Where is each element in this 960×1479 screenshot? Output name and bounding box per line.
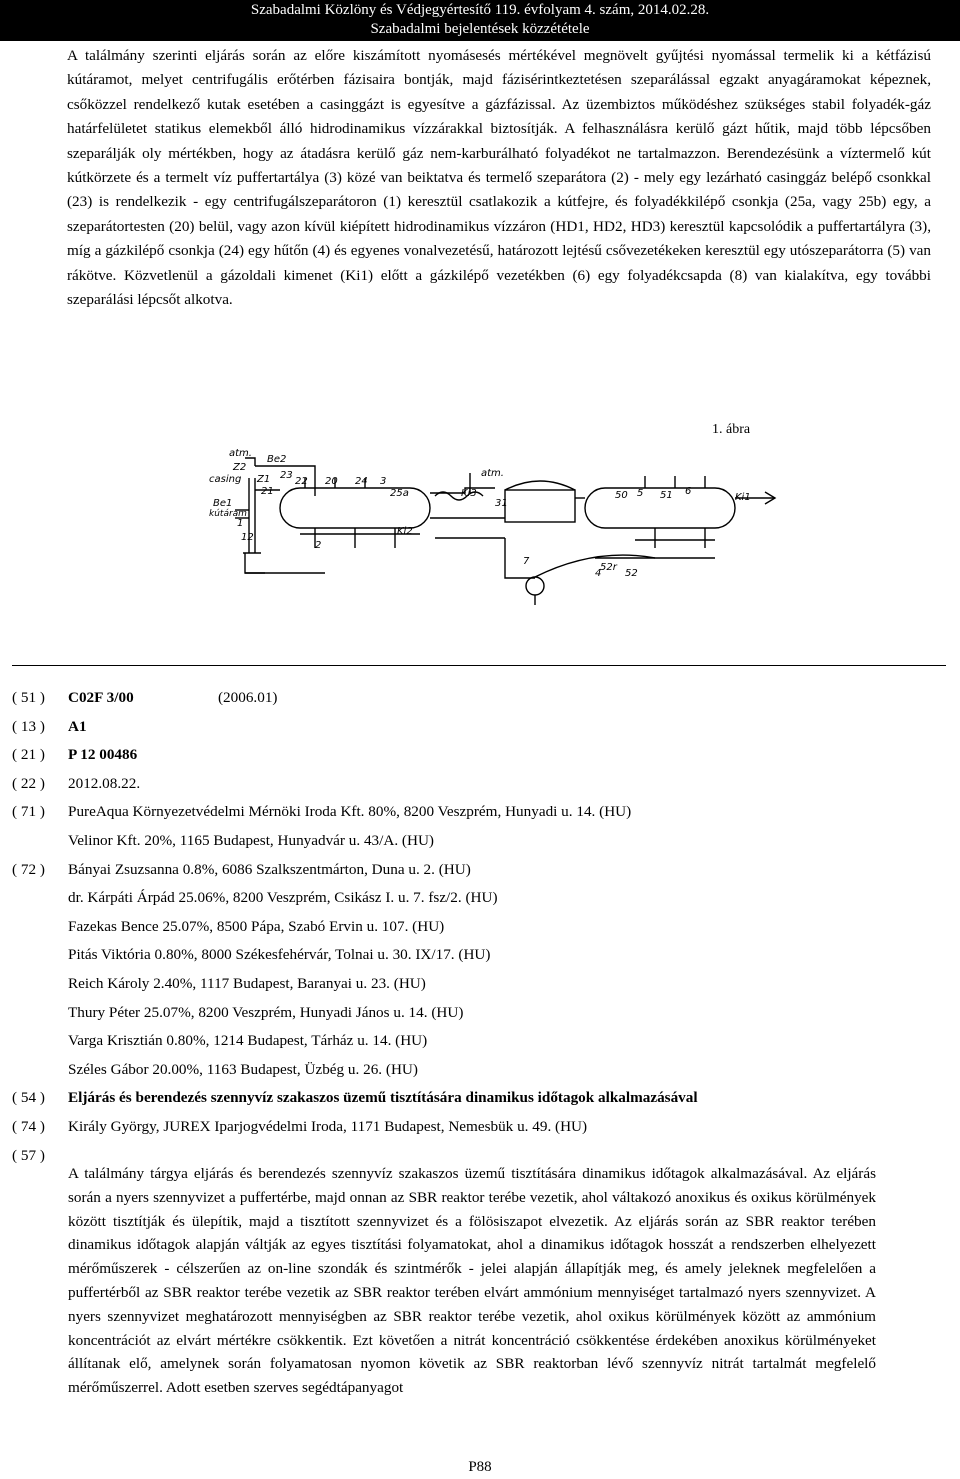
- journal-title: Szabadalmi Közlöny és Védjegyértesítő 119. évfolyam 4. szám, 2014.02.28.: [250, 2, 710, 18]
- figure-label-6: 6: [685, 486, 692, 497]
- patent-title: Eljárás és berendezés szennyvíz szakaszos üzemű tisztítására dinamikus időtagok alkalmazásával: [68, 1089, 698, 1107]
- field-22: [12, 770, 946, 799]
- page-number: P88: [468, 1459, 492, 1475]
- application-number: P 12 00486: [68, 746, 138, 764]
- figure-label-51: 51: [660, 490, 673, 501]
- inventor: Reich Károly 2.40%, 1117 Budapest, Baranyai u. 23. (HU): [68, 974, 426, 992]
- patent-figure: [205, 448, 785, 613]
- inid-code-54: ( 54 ): [12, 1089, 45, 1107]
- applicant: PureAqua Környezetvédelmi Mérnöki Iroda Kft. 80%, 8200 Veszprém, Hunyadi u. 14. (HU): [68, 803, 632, 821]
- figure-label-ki1: Ki1: [735, 492, 751, 503]
- figure-label-ki2: Ki2: [397, 526, 413, 537]
- figure-label-20: 20: [325, 476, 338, 487]
- figure-label-7: 7: [523, 556, 530, 567]
- figure-label-be2: Be2: [267, 454, 287, 465]
- inventor: Széles Gábor 20.00%, 1163 Budapest, Üzbég u. 26. (HU): [68, 1060, 418, 1078]
- figure-label-be1: Be1: [213, 498, 233, 509]
- inventor: Thury Péter 25.07%, 8200 Veszprém, Hunyadi János u. 14. (HU): [68, 1003, 464, 1021]
- section-title: Szabadalmi bejelentések közzététele: [370, 21, 590, 37]
- journal-header: [0, 0, 960, 41]
- inventor: Varga Krisztián 0.80%, 1214 Budapest, Tárház u. 14. (HU): [68, 1032, 428, 1050]
- kind-code: A1: [68, 717, 87, 735]
- previous-abstract-continuation: [67, 44, 931, 312]
- figure-label-2: 2: [315, 540, 322, 551]
- figure-label-23: 23: [280, 470, 293, 481]
- inventor: Fazekas Bence 25.07%, 8500 Pápa, Szabó Ervin u. 107. (HU): [68, 917, 445, 935]
- figure-label-z2: Z2: [233, 462, 247, 473]
- figure-label-4: 4: [595, 568, 602, 579]
- figure-label-25a: 25a: [390, 488, 409, 499]
- intro-paragraph: A találmány szerinti eljárás során az előre kiszámított nyomásesés mértékével megnövelt gyűjtési nyomással termelik ki a kétfázisú kútáramot, melyet centrifugális erőtérben fázisaira bontják, majd fázisérintkeztetésen szeparálással egzakt anyagáramokat képeznek, csőközzel rendelkező kutak esetében a casinggázt is egyesítve a gázfázissal. Az üzembiztos működéshez szükséges stabil folyadék-gáz határfelületet statikus elemekből álló hidrodinamikus vízzárakkal biztosítják. A felhasználásra kerülő gázt hűtik, majd több lépcsőben szeparálják oly mértékben, hogy az átadásra kerülő gáz nem-karburálható folyadékot ne tartalmazzon. Berendezésünk a víztermelő kút kútkörzete és a termelt víz puffertartálya (3) közé van beiktatva és termelő szeparátora (2) - mely egy lezárható casinggáz belépő csonkkal (23) is rendelkezik - egy centrifugálszeparátoron (1) keresztül csatlakozik a kútfejre, és folyadékkilépő csonkja (25a, vagy 25b) egy, a szeparátortesten (20) belül, vagy azon kívül kiépített hidrodinamikus vízzáron (HD1, HD2, HD3) keresztül kapcsolódik a puffertartályra (3), míg a gázkilépő csonkja (24) egy hűtőn (4) és egyenes vonalvezetésű, határozott lejtésű csővezetékeken keresztül egy utószeparátorra (5) van rákötve. Közvetlenül a gázoldali kimenet (Ki1) előtt a gázkilépő vezetékben (6) egy folyadékcsapda (8) van kialakítva, egy további szeparálási lépcsőt alkotva.: [67, 47, 931, 309]
- figure-label-5: 5: [637, 488, 644, 499]
- field-21: [12, 741, 946, 770]
- figure-label-31: 31: [495, 498, 508, 509]
- inid-code-51: ( 51 ): [12, 689, 45, 706]
- inid-code-71: ( 71 ): [12, 803, 45, 821]
- figure-label-24: 24: [355, 476, 368, 487]
- inid-code-72: ( 72 ): [12, 860, 45, 878]
- figure-label-atm1: atm.: [229, 448, 252, 459]
- bibliographic-data: [12, 684, 946, 1170]
- inventor: Bányai Zsuzsanna 0.8%, 6086 Szalkszentmárton, Duna u. 2. (HU): [68, 860, 471, 878]
- ipc-date: (2006.01): [218, 689, 278, 706]
- field-13: [12, 713, 946, 742]
- figure-label-21: 21: [261, 486, 274, 497]
- figure-label-52: 52: [625, 568, 638, 579]
- agent: Király György, JUREX Iparjogvédelmi Iroda, 1171 Budapest, Nemesbük u. 49. (HU): [68, 1117, 588, 1135]
- abstract: [68, 1162, 876, 1400]
- field-54: [12, 1084, 946, 1113]
- ipc-class: C02F 3/00: [68, 689, 134, 706]
- figure-label-12: 12: [241, 532, 254, 543]
- abstract-text: A találmány tárgya eljárás és berendezés szennyvíz szakaszos üzemű tisztítására dinamikus időtagok alkalmazásával. Az eljárás során a nyers szennyvizet a puffertérbe, majd onnan az SBR reaktor terébe vezetik, ahol váltakozó anoxikus és oxikus körülmények között tisztítják és ülepítik, majd a tisztított szennyvizet és a fölösiszapot elvezetik. Az eljárás során az SBR reaktor terében dinamikus időtagok alapján váltják az egyes tisztítási folyamatokat, ahol a dinamikus időtagok hosszát a rendszerben elhelyezett mérőműszerek - célszerűen az on-line szondák és szintmérők - jelei alapján állapítják meg, és amely jeleknek megfelelően a puffertérből az SBR reaktor terébe vezetik az SBR reaktor terében elvárt ammónium mennyiséget tartalmazó nyers szennyvizet. A nyers szennyvizet meghatározott mennyiségben az SBR reaktor terébe vezetik, ahol oxikus körülmények között az ammónium koncentrációt az elvárt mértékre csökkentik. Ezt követően a nitrát koncentráció csökkentése érdekében anoxikus körülményeket állítanak elő, amelynek során folyamatosan nyomon követik az SBR reaktorban lévő szennyvíz nitrát tartalmát megfelelő mérőműszerrel. Adott esetben szerves segédtápanyagot: [68, 1165, 876, 1397]
- figure-label-z1: Z1: [257, 474, 271, 485]
- filing-date: 2012.08.22.: [68, 774, 141, 792]
- figure-label-casing: casing: [209, 474, 242, 485]
- figure-label-atm2: atm.: [481, 468, 504, 479]
- figure-caption: 1. ábra: [712, 422, 751, 437]
- figure-label-50: 50: [615, 490, 628, 501]
- figure-label-1: 1: [237, 518, 244, 529]
- apparatus-diagram: [205, 448, 785, 608]
- field-51: [12, 684, 946, 713]
- inid-code-57: ( 57 ): [12, 1146, 45, 1164]
- inid-code-22: ( 22 ): [12, 774, 45, 792]
- field-71: [12, 798, 946, 827]
- figure-label-ki3: Ki3: [461, 488, 477, 499]
- figure-label-kutaram: kútáram: [209, 509, 247, 519]
- inventor: dr. Kárpáti Árpád 25.06%, 8200 Veszprém, Csikász I. u. 7. fsz/2. (HU): [68, 889, 498, 907]
- section-divider: [12, 665, 946, 666]
- figure-label-52r: 52r: [600, 562, 617, 573]
- figure-label-22: 22: [295, 476, 308, 487]
- inventor: Pitás Viktória 0.80%, 8000 Székesfehérvár, Tolnai u. 30. IX/17. (HU): [68, 946, 491, 964]
- field-74: [12, 1113, 946, 1142]
- inid-code-13: ( 13 ): [12, 717, 45, 735]
- field-72: [12, 856, 946, 885]
- applicant: Velinor Kft. 20%, 1165 Budapest, Hunyadvár u. 43/A. (HU): [68, 831, 434, 849]
- inid-code-74: ( 74 ): [12, 1117, 45, 1135]
- inid-code-21: ( 21 ): [12, 746, 45, 764]
- figure-label-3: 3: [380, 476, 387, 487]
